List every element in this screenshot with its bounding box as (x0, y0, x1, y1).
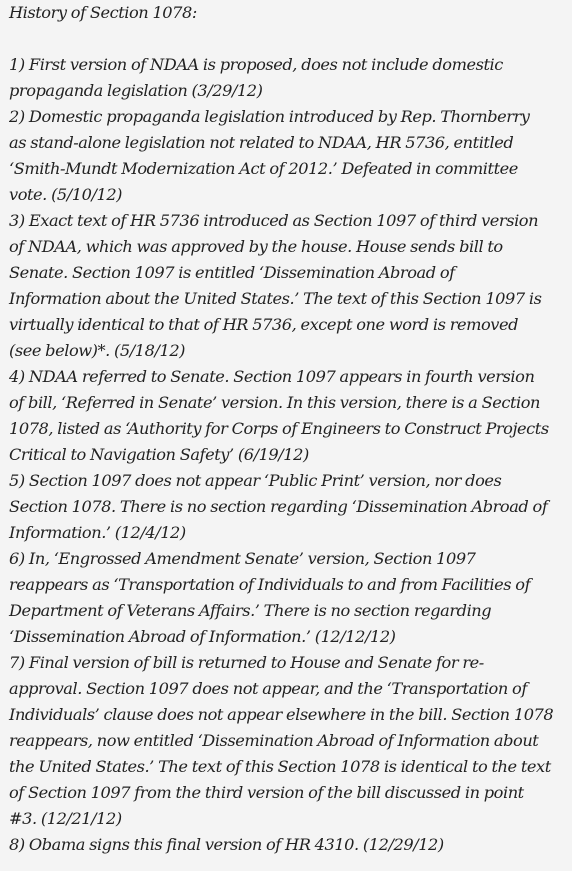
text-line: reappears, now entitled ‘Dissemination Abroad of Information about (9, 731, 539, 750)
text-line: 6) In, ‘Engrossed Amendment Senate’ version, Section 1097 (9, 549, 476, 568)
text-line: approval. Section 1097 does not appear, and the ‘Transportation of (9, 679, 527, 698)
history-item-5 (9, 468, 569, 546)
text-line: Information about the United States.’ The text of this Section 1097 is (9, 289, 542, 308)
text-line: the United States.’ The text of this Section 1078 is identical to the text (9, 757, 551, 776)
history-item-3 (9, 208, 569, 364)
text-line: ‘Smith-Mundt Modernization Act of 2012.’ Defeated in committee (9, 159, 518, 178)
text-line: 3) Exact text of HR 5736 introduced as Section 1097 of third version (9, 211, 539, 230)
text-line: of NDAA, which was approved by the house. House sends bill to (9, 237, 503, 256)
text-line: 1078, listed as ‘Authority for Corps of Engineers to Construct Projects (9, 419, 549, 438)
text-line: #3. (12/21/12) (9, 809, 122, 828)
text-line: virtually identical to that of HR 5736, except one word is removed (9, 315, 519, 334)
text-line: 8) Obama signs this final version of HR 4310. (12/29/12) (9, 835, 444, 854)
history-item-2 (9, 104, 569, 208)
history-item-4 (9, 364, 569, 468)
text-line: ‘Dissemination Abroad of Information.’ (12/12/12) (9, 627, 396, 646)
text-line: 5) Section 1097 does not appear ‘Public Print’ version, nor does (9, 471, 502, 490)
document-body (9, 0, 569, 858)
text-line: 4) NDAA referred to Senate. Section 1097 appears in fourth version (9, 367, 535, 386)
text-line: Information.’ (12/4/12) (9, 523, 186, 542)
text-line: Individuals’ clause does not appear elsewhere in the bill. Section 1078 (9, 705, 554, 724)
text-line: (see below)*. (5/18/12) (9, 341, 186, 360)
text-line: 7) Final version of bill is returned to House and Senate for re- (9, 653, 484, 672)
text-line: Critical to Navigation Safety’ (6/19/12) (9, 445, 309, 464)
history-item-6 (9, 546, 569, 650)
text-line: of Section 1097 from the third version of the bill discussed in point (9, 783, 524, 802)
text-line: Section 1078. There is no section regarding ‘Dissemination Abroad of (9, 497, 548, 516)
text-line: reappears as ‘Transportation of Individuals to and from Facilities of (9, 575, 531, 594)
text-line: of bill, ‘Referred in Senate’ version. In this version, there is a Section (9, 393, 541, 412)
text-line: as stand-alone legislation not related to NDAA, HR 5736, entitled (9, 133, 514, 152)
text-line: 1) First version of NDAA is proposed, does not include domestic (9, 55, 503, 74)
text-line: propaganda legislation (3/29/12) (9, 81, 263, 100)
section-history-title: History of Section 1078: (9, 3, 197, 22)
text-line: vote. (5/10/12) (9, 185, 123, 204)
history-item-7 (9, 650, 569, 832)
blank-line (9, 26, 569, 52)
text-line: Department of Veterans Affairs.’ There is no section regarding (9, 601, 492, 620)
text-line: Senate. Section 1097 is entitled ‘Dissemination Abroad of (9, 263, 455, 282)
history-item-8 (9, 832, 569, 858)
history-item-1 (9, 52, 569, 104)
text-line: 2) Domestic propaganda legislation introduced by Rep. Thornberry (9, 107, 530, 126)
